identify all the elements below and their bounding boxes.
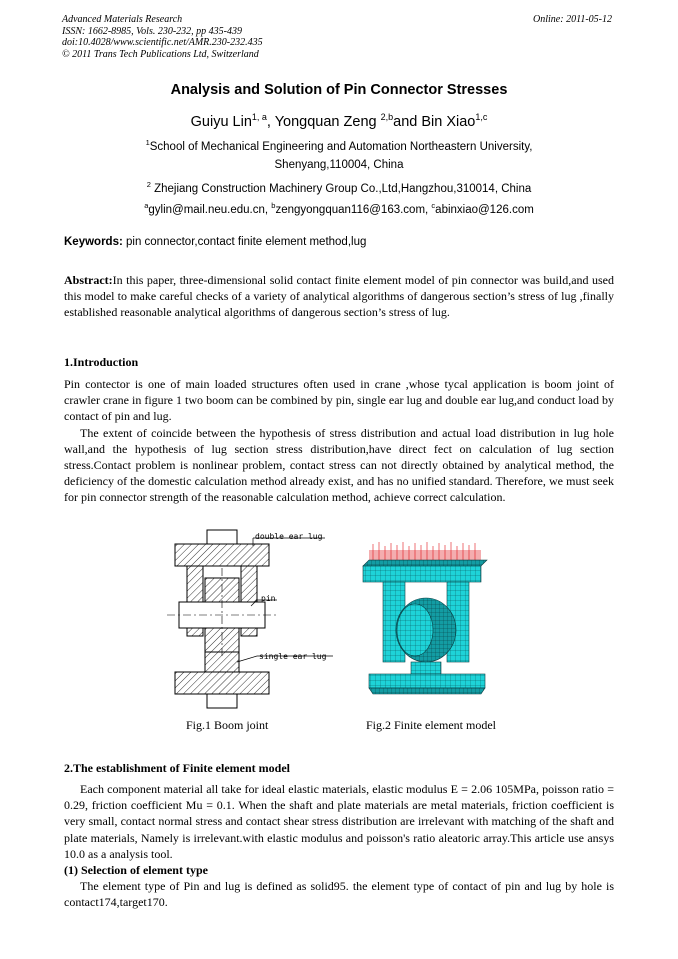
section-2-subheading: (1) Selection of element type [64,863,208,878]
section-2-body [64,781,614,911]
author-3-sup: 1,c [475,112,488,122]
affiliation-2 [0,180,678,195]
emails [0,201,678,216]
author-1: Guiyu Lin [190,113,252,130]
boom-joint-drawing [165,528,350,713]
journal-name: Advanced Materials Research [62,14,183,25]
section-2-p1: Each component material all take for ideal elastic materials, elastic modulus E = 2.06 105MPa, poisson ratio = 0.29, friction coefficient Mu = 0.1. When the shaft and plate materials are metal materials, friction coefficient is very small, contact normal stress and contact shear stress distribution are irrelevant with matching of the shaft and plate materials, Namely is irrelevant.with elastic modulus and poisson's ratio aleatoric array.This article use ansys 10.0 as a analysis tool. [64,782,614,861]
online-date: Online: 2011-05-12 [533,14,612,25]
aff2-sup: 2 [146,180,151,189]
email-c-sup: c [431,201,436,210]
abstract-text: In this paper, three-dimensional solid contact finite element model of pin connector was build,and used this model to make careful checks of a variety of analytical algorithms of dangerous section’s stress of lug ,finally established reasonable analytical algorithms of dangerous section’s stress of lug. [64,273,614,320]
journal-header [62,14,263,60]
author-list [0,112,678,130]
email-a-sup: a [144,201,149,210]
aff1-line1: School of Mechanical Engineering and Automation Northeastern University, [149,140,533,153]
keywords [64,236,366,248]
email-b-sup: b [271,201,276,210]
fe-model-drawing [355,540,495,705]
keywords-text: pin connector,contact finite element method,lug [122,236,367,248]
email-a: gylin@mail.neu.edu.cn, [148,203,272,216]
issn-line: ISSN: 1662-8985, Vols. 230-232, pp 435-439 [62,25,242,37]
figure-1-caption: Fig.1 Boom joint [186,718,269,732]
abstract-label: Abstract: [64,273,113,287]
author-2: , Yongquan Zeng [266,113,381,130]
email-b: zengyongquan116@163.com, [275,203,432,216]
author-1-sup: 1, a [251,112,267,122]
aff2-text: Zhejiang Construction Machinery Group Co.,Ltd,Hangzhou,310014, China [150,182,532,195]
affiliation-1 [0,138,678,153]
section-2-p2: The element type of Pin and lug is defined as solid95. the element type of contact of pin and lug by hole is contact174,target170. [64,879,614,910]
aff1-sup: 1 [145,138,150,147]
section-1-body [64,376,614,506]
section-1-p2: The extent of coincide between the hypothesis of stress distribution and actual load distribution in lug hole wall,and the hypothesis of lug section stress distribution,have direct fect on calculation of lug section stress.Contact problem is nonlinear problem, contact stress can not directly obtained by analytical method, the deficiency of the domestic calculation method already exist, and has no unified standard. Therefore, we must seek for pin connector strength of the reasonable calculation method, achieve correct calculation. [64,425,614,505]
figure-2-caption: Fig.2 Finite element model [366,718,496,732]
author-2-sup: 2,b [380,112,394,122]
label-single-ear-lug: single ear lug [259,652,327,661]
author-3: and Bin Xiao [393,113,476,130]
copyright-line: © 2011 Trans Tech Publications Ltd, Switzerland [62,48,259,60]
affiliation-1-city: Shenyang,110004, China [274,159,404,171]
section-2-heading: 2.The establishment of Finite element model [64,761,290,775]
keywords-label: Keywords: [64,236,123,248]
label-pin: pin [261,594,276,603]
section-1-heading: 1.Introduction [64,355,139,369]
figure-2-fe-model [355,540,495,705]
abstract [64,272,614,321]
doi-line: doi:10.4028/www.scientific.net/AMR.230-232.435 [62,37,263,48]
figure-1-boom-joint [165,528,350,713]
label-double-ear-lug: double ear lug [255,532,323,541]
paper-title: Analysis and Solution of Pin Connector Stresses [170,82,508,98]
email-c: abinxiao@126.com [435,203,534,216]
section-1-p1: Pin contector is one of main loaded structures often used in crane ,whose tycal application is boom joint of crawler crane in figure 1 two boom can be combined by pin, single ear lug and double ear lug,and conduct load by contact of pin and lug. [64,377,614,424]
